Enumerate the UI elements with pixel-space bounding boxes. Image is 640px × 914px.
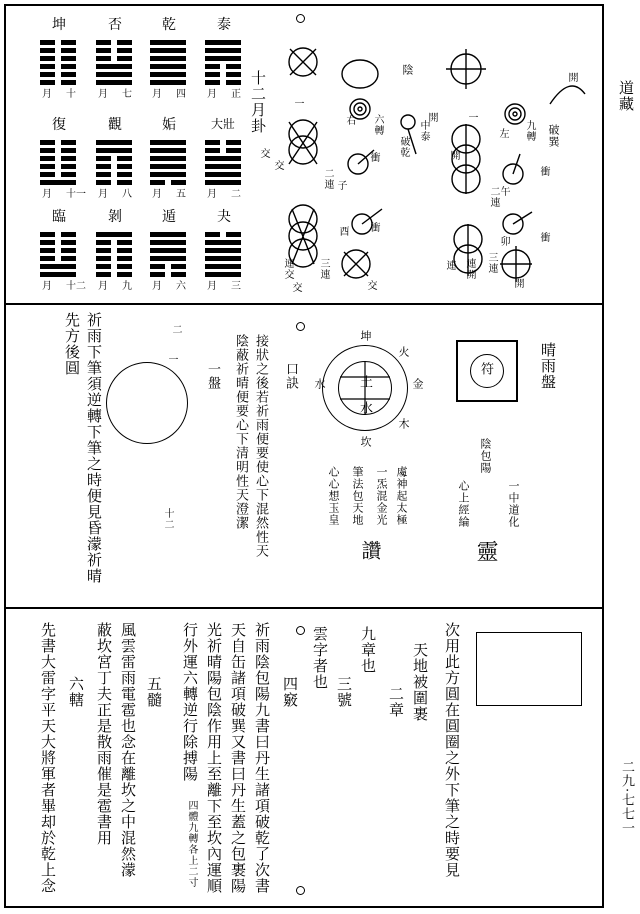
label-pogua: 破巽	[547, 124, 560, 148]
label-mao: 卯	[498, 236, 509, 247]
chart-title: 十二月卦	[249, 70, 267, 134]
label-you: 右	[344, 115, 355, 126]
yang-line	[150, 232, 186, 237]
yin-line	[96, 156, 132, 161]
bot-col-10: 光祈晴陽包陰作用上至離下至坎內運順	[205, 622, 223, 894]
label-jiao2: 交	[272, 160, 283, 171]
month-label: 十二	[66, 281, 86, 292]
yang-line	[150, 148, 186, 153]
hexagram-symbol	[96, 140, 132, 188]
col-g: 心心想玉皇	[327, 466, 340, 526]
mark-3: 十二	[162, 508, 173, 530]
col-l: 先方後圓	[63, 312, 81, 376]
ring-mark	[296, 626, 305, 635]
yang-line	[150, 72, 186, 77]
yin-line	[96, 48, 132, 53]
yang-line	[150, 80, 186, 85]
yin-line	[205, 72, 241, 77]
yang-line	[150, 64, 186, 69]
month-suffix: 月	[207, 189, 217, 200]
label-yi2: 一	[466, 112, 477, 123]
yang-line	[150, 164, 186, 169]
yin-line	[40, 248, 76, 253]
yin-line	[40, 240, 76, 245]
wheel-center-bottom: 水	[357, 401, 372, 415]
yang-line	[150, 248, 186, 253]
page-number: 二九·七七一	[619, 760, 634, 836]
yin-line	[150, 272, 186, 277]
yang-line	[40, 180, 76, 185]
col-b: 心上經綸	[457, 480, 470, 528]
yin-line	[205, 148, 241, 153]
bot-col-13: 風雲雷雨電雹也念在離坎之中混然濛	[119, 622, 137, 878]
bot-col-9: 天自缶諸項破巽又書曰丹生蓋之包裹陽	[229, 622, 247, 894]
hexagram-symbol	[205, 232, 241, 280]
yin-line	[96, 256, 132, 261]
hexagram-symbol	[40, 40, 76, 88]
hexagram-name: 遁	[162, 209, 176, 225]
yin-line	[96, 56, 132, 61]
yin-line	[40, 148, 76, 153]
bot-col-11-note: 四體九轉各上二寸	[186, 800, 197, 888]
yang-line	[205, 56, 241, 61]
hexagram-symbol	[40, 140, 76, 188]
yin-line	[40, 64, 76, 69]
label-zi: 子	[335, 180, 346, 191]
label-wu: 午	[498, 186, 509, 197]
yang-line	[96, 140, 132, 145]
hexagram-name: 夬	[217, 209, 231, 225]
label-you2: 酉	[337, 226, 348, 237]
ring-mark	[296, 14, 305, 23]
month-suffix: 月	[207, 89, 217, 100]
label-chong2: 衝	[368, 222, 379, 233]
yin-line	[96, 164, 132, 169]
yin-line	[150, 180, 186, 185]
label-kai1: 開	[426, 112, 437, 123]
yin-line	[205, 140, 241, 145]
yang-line	[150, 256, 186, 261]
yang-line	[96, 64, 132, 69]
label-yin: 陰	[401, 64, 414, 76]
label-chong4: 衝	[538, 232, 549, 243]
month-suffix: 月	[152, 89, 162, 100]
yang-line	[205, 48, 241, 53]
yin-line	[40, 256, 76, 261]
yin-line	[96, 172, 132, 177]
month-suffix: 月	[98, 189, 108, 200]
hexagram-name: 泰	[217, 17, 231, 33]
col-k: 祈雨下筆須逆轉下筆之時便見昏濛祈晴	[85, 312, 103, 584]
label-lian2b: 二連	[488, 186, 499, 208]
month-label: 二	[231, 189, 241, 200]
col-d: 䖏神起太極	[395, 466, 408, 526]
month-label: 六	[176, 281, 186, 292]
yang-line	[150, 40, 186, 45]
bot-col-2: 天地被圍裹	[411, 642, 429, 722]
month-label: 三	[231, 281, 241, 292]
yin-line	[96, 264, 132, 269]
label-liuzhuan: 六轉	[372, 114, 383, 136]
month-label: 八	[122, 189, 132, 200]
yang-line	[205, 264, 241, 269]
bot-col-12: 五髓	[145, 676, 163, 708]
yin-line	[150, 264, 186, 269]
col-a: 一中道化	[507, 480, 520, 528]
label-kai2: 開	[448, 150, 459, 161]
yin-line	[40, 48, 76, 53]
hexagram-symbol	[150, 140, 186, 188]
yin-line	[40, 232, 76, 237]
label-jiao3: 交	[290, 282, 301, 293]
yin-line	[40, 156, 76, 161]
seal-char-2: 讚	[358, 540, 382, 561]
ring-char-3: 木	[397, 418, 410, 430]
label-pogan: 破乾	[398, 136, 409, 158]
month-label: 五	[176, 189, 186, 200]
bot-col-16: 先書大雷字平天大將軍者畢却於乾上念	[39, 622, 57, 894]
yin-line	[40, 80, 76, 85]
bot-col-6: 雲字者也	[311, 626, 329, 690]
mark-2: 一	[166, 354, 177, 365]
wheel-kun: 坤	[359, 330, 372, 342]
label-lianbi: 連	[444, 260, 455, 271]
yin-line	[40, 140, 76, 145]
bot-col-3: 二章	[387, 686, 405, 718]
month-label: 七	[122, 89, 132, 100]
bot-col-5: 三號	[335, 676, 353, 708]
bot-col-7: 四竅	[281, 676, 299, 708]
label-lianb: 連開	[464, 258, 475, 280]
month-label: 四	[176, 89, 186, 100]
label-jiao4: 交	[365, 280, 376, 291]
yin-line	[96, 40, 132, 45]
hexagram-symbol	[205, 140, 241, 188]
month-suffix: 月	[152, 281, 162, 292]
label-kai3: 開	[512, 278, 523, 289]
rotation-diagram	[270, 14, 600, 299]
yang-line	[205, 256, 241, 261]
ring-mark	[296, 886, 305, 895]
yin-line	[40, 164, 76, 169]
label-jiao1: 交	[258, 148, 269, 159]
yin-line	[96, 248, 132, 253]
yin-line	[205, 80, 241, 85]
bot-col-15: 六轄	[67, 676, 85, 708]
month-suffix: 月	[152, 189, 162, 200]
yang-line	[96, 148, 132, 153]
month-suffix: 月	[42, 281, 52, 292]
hexagram-name: 觀	[108, 117, 122, 133]
yang-line	[150, 240, 186, 245]
hexagram-name: 大壯	[211, 117, 236, 131]
yang-line	[150, 156, 186, 161]
month-suffix: 月	[207, 281, 217, 292]
yang-line	[205, 248, 241, 253]
bot-col-11: 行外運六轉逆行除搏陽	[181, 622, 199, 782]
yin-line	[40, 72, 76, 77]
yang-line	[96, 80, 132, 85]
yang-line	[96, 72, 132, 77]
month-label: 九	[122, 281, 132, 292]
month-label: 正	[231, 89, 241, 100]
hexagram-symbol	[96, 232, 132, 280]
yang-line	[40, 272, 76, 277]
yang-line	[96, 232, 132, 237]
talisman-char: 符	[478, 362, 493, 376]
yang-line	[205, 180, 241, 185]
yang-line	[205, 164, 241, 169]
month-label: 十	[66, 89, 76, 100]
hexagram-name: 復	[52, 117, 66, 133]
bot-col-1: 次用此方圓在圓圈之外下筆之時要見	[443, 622, 461, 878]
hexagram-symbol	[150, 232, 186, 280]
col-e: 一炁混金光	[375, 466, 388, 526]
col-i: 陰蔽祈晴便要心下清明性天澄潔	[233, 334, 248, 530]
yang-line	[205, 240, 241, 245]
hexagram-symbol	[150, 40, 186, 88]
mid-title: 晴雨盤	[539, 342, 557, 390]
label-jiuzhuan: 九轉	[524, 120, 535, 142]
yin-line	[96, 272, 132, 277]
yin-line	[40, 172, 76, 177]
label-zhongtai: 中泰	[418, 120, 429, 142]
yin-line	[96, 180, 132, 185]
yang-line	[150, 56, 186, 61]
hexagram-name: 臨	[52, 209, 66, 225]
hexagram-symbol	[40, 232, 76, 280]
col-j: 一盤	[205, 362, 220, 390]
month-suffix: 月	[42, 89, 52, 100]
yang-line	[150, 48, 186, 53]
yang-line	[40, 264, 76, 269]
label-lian3: 三連	[318, 258, 329, 280]
yin-line	[40, 56, 76, 61]
seal-char: 靈	[473, 540, 498, 563]
label-lianjiao: 連交	[282, 258, 293, 280]
col-h: 接狀之後若祈雨便要使心下混然性天	[253, 334, 268, 558]
wheel-spokes	[320, 343, 410, 433]
ring-char-4: 水	[313, 378, 326, 390]
yang-line	[205, 172, 241, 177]
hexagram-name: 剝	[108, 209, 122, 225]
month-suffix: 月	[98, 281, 108, 292]
label-lian2: 二連	[322, 168, 333, 190]
col-f: 筆法包天地	[351, 466, 364, 526]
wheel-center-top: 土	[357, 375, 372, 389]
month-suffix: 月	[42, 189, 52, 200]
koujue: 口訣	[283, 362, 298, 390]
hexagram-name: 坤	[52, 17, 66, 33]
ring-char-1: 火	[397, 346, 410, 358]
hexagram-name: 否	[108, 17, 122, 33]
yang-line	[205, 156, 241, 161]
label-yi: 一	[292, 98, 303, 109]
label-chong1: 衝	[368, 152, 379, 163]
bot-col-14: 蔽坎宮丁夫正是散雨催是雹書用	[95, 622, 113, 846]
month-label: 十一	[66, 189, 86, 200]
yang-line	[150, 172, 186, 177]
yang-line	[150, 140, 186, 145]
hexagram-symbol	[96, 40, 132, 88]
wheel-kan: 坎	[359, 436, 372, 448]
label-kaipu: 開	[566, 72, 577, 83]
yang-line	[205, 272, 241, 277]
month-suffix: 月	[98, 89, 108, 100]
hexagram-symbol	[205, 40, 241, 88]
yin-line	[205, 64, 241, 69]
yin-line	[40, 40, 76, 45]
label-lian3b: 三連	[486, 252, 497, 274]
yang-line	[205, 40, 241, 45]
yin-line	[205, 232, 241, 237]
ring-mark	[296, 322, 305, 331]
ring-char-2: 金	[411, 378, 424, 390]
hexagram-name: 乾	[162, 17, 176, 33]
square-box	[476, 632, 582, 706]
round-circle	[106, 362, 188, 444]
bot-col-4: 九章也	[359, 626, 377, 674]
col-c: 陰包陽	[479, 438, 492, 474]
divider-bottom	[4, 607, 604, 609]
label-chong3: 衝	[538, 166, 549, 177]
yin-line	[96, 240, 132, 245]
divider-top	[4, 303, 604, 305]
bot-col-8: 祈雨陰包陽九書曰丹生諸項破乾了次書	[253, 622, 271, 894]
label-zuo: 左	[497, 128, 508, 139]
mark-1: 二	[170, 324, 181, 335]
book-title: 道藏	[617, 80, 635, 112]
hexagram-name: 姤	[162, 117, 176, 133]
